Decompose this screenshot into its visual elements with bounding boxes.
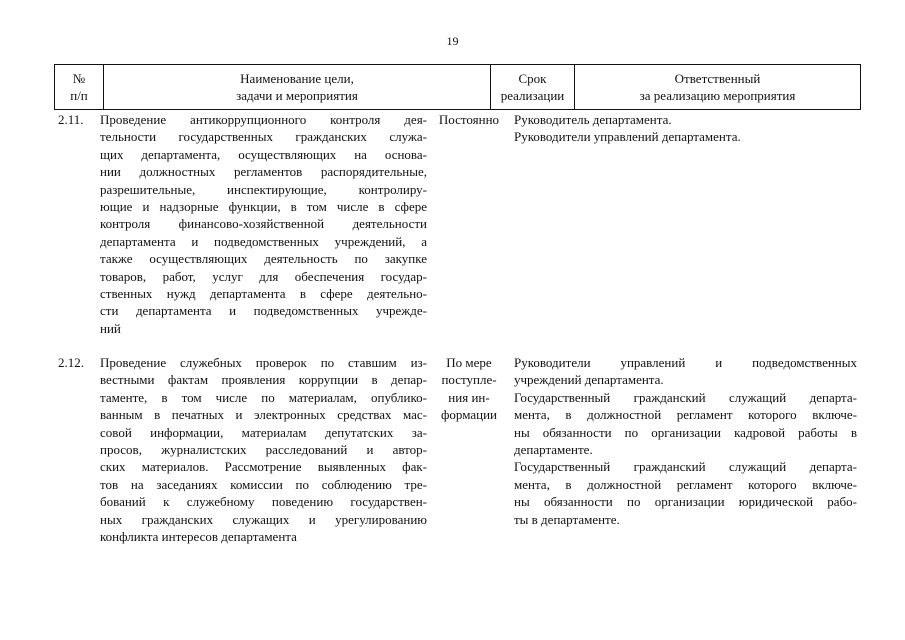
row-name-line: конфликта интересов департамента: [100, 529, 297, 545]
row-name-line: щих департамента, осуществляющих на основа-: [100, 146, 427, 162]
row-term-line: ния ин-: [448, 389, 490, 405]
header-name-cell: [104, 65, 491, 110]
row-term-line: По мере: [446, 355, 492, 370]
row-name-line: ванным в печатных и электронных средствах мас-: [100, 407, 427, 423]
row-name-line: департамента и подведомственных учреждений, а: [100, 233, 427, 249]
row-responsible-line: мента, в должностной регламент которого включе-: [514, 407, 857, 423]
row-number: 2.12.: [58, 355, 84, 370]
row-responsible-line: Руководитель департамента.: [514, 112, 672, 127]
row-name-line: ных гражданских служащих и урегулированию: [100, 511, 427, 527]
row-term-line: поступле-: [441, 372, 497, 388]
row-name-line: ний: [100, 320, 121, 336]
page-number: 19: [446, 34, 459, 48]
header-term-line: Срок: [518, 71, 547, 86]
header-responsible-cell: [575, 65, 861, 110]
row-responsible-line: мента, в должностной регламент которого включе-: [514, 476, 857, 492]
row-responsible-line: Государственный гражданский служащий департа-: [514, 459, 857, 475]
row-name: [100, 354, 427, 545]
row-responsible-line: Руководители управлений департамента.: [514, 129, 741, 145]
row-name-line: тельности государственных гражданских служа-: [100, 129, 427, 145]
header-term-line: реализации: [500, 88, 565, 103]
row-name-line: разрешительные, инспектирующие, контролиру-: [100, 181, 427, 197]
row-responsible-line: ны обязанности по организации юридической рабо-: [514, 494, 857, 510]
header-term-cell: [491, 65, 575, 110]
row-name-line: совой информации, материалам депутатских за-: [100, 424, 427, 440]
row-responsible-line: ты в департаменте.: [514, 511, 620, 527]
row-responsible-line: ны обязанности по организации кадровой работы в: [514, 424, 857, 440]
row-name-line: товаров, работ, услуг для обеспечения государ-: [100, 268, 427, 284]
row-name-line: нии должностных регламентов распорядительные,: [100, 164, 427, 180]
header-number-line: №: [72, 71, 86, 86]
row-responsible: [514, 354, 857, 528]
row-name-line: Проведение антикоррупционного контроля дея-: [100, 112, 427, 127]
header-name-line: Наименование цели,: [240, 71, 354, 86]
row-responsible-line: Государственный гражданский служащий департа-: [514, 389, 857, 405]
row-number: 2.11.: [58, 112, 84, 127]
row-name-line: контроля финансово-хозяйственной деятельности: [100, 216, 427, 232]
row-name-line: вестными фактам проявления коррупции в депар-: [100, 372, 427, 388]
header-responsible-line: за реализацию мероприятия: [639, 88, 796, 103]
row-term: [431, 354, 507, 424]
row-responsible: [514, 111, 857, 146]
row-name-line: таменте, в том числе по материалам, опублико-: [100, 389, 427, 405]
row-name-line: бований к служебному поведению государствен-: [100, 494, 427, 510]
row-responsible-line: учреждений департамента.: [514, 372, 664, 388]
row-name-line: просов, журналистских расследований и автор-: [100, 442, 427, 458]
header-responsible-line: Ответственный: [674, 71, 761, 86]
row-name-line: ющие и надзорные функции, в том числе в сфере: [100, 199, 427, 215]
header-number-cell: [55, 65, 104, 110]
row-name-line: также осуществляющих деятельность по закупке: [100, 251, 427, 267]
row-responsible-line: Руководители управлений и подведомственных: [514, 355, 857, 370]
row-name-line: ских материалов. Рассмотрение выявленных фак-: [100, 459, 427, 475]
header-name-line: задачи и мероприятия: [236, 88, 358, 103]
row-responsible-line: департаменте.: [514, 442, 593, 458]
row-name-line: сти департамента и подведомственных учрежде-: [100, 303, 427, 319]
row-term-line: Постоянно: [438, 112, 500, 127]
row-term-line: формации: [440, 407, 497, 423]
row-term: [431, 111, 507, 128]
row-name: [100, 111, 427, 337]
row-name-line: тов на заседаниях комиссии по соблюдению тре-: [100, 476, 427, 492]
row-name-line: Проведение служебных проверок по ставшим из-: [100, 355, 427, 370]
table-header: [54, 64, 861, 110]
row-name-line: ственных нужд департамента в сфере деятельно-: [100, 286, 427, 302]
header-number-line: п/п: [70, 88, 88, 103]
